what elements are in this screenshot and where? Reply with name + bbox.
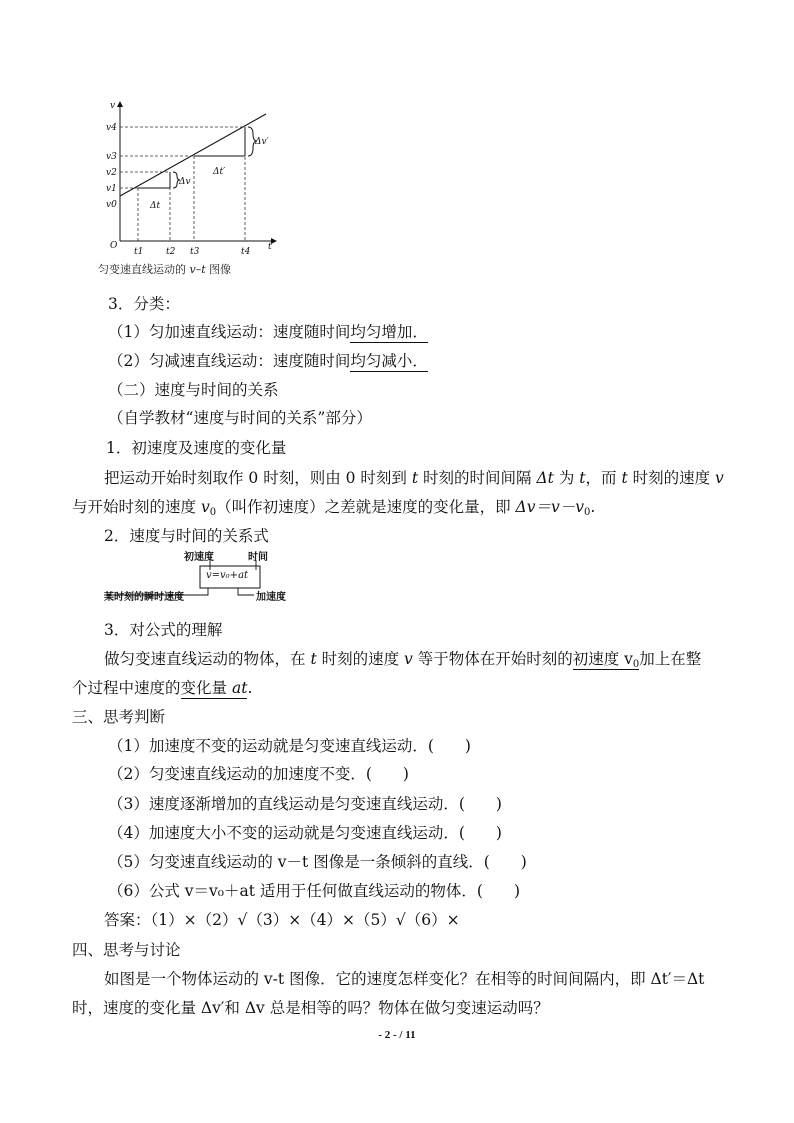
formula-diagram <box>104 548 294 606</box>
origin-label: O <box>110 241 118 251</box>
section2-p3: 做匀变速直线运动的物体，在 t 时刻的速度 v 等于物体在开始时刻的初速度 $v_0$加上在整 <box>104 650 702 670</box>
judgement-item-6: （6）公式 v＝v₀＋at 适用于任何做直线运动的物体．( ) <box>108 882 521 900</box>
judgement-item-1: （1）加速度不变的运动就是匀变速直线运动．( ) <box>108 737 471 755</box>
v1-label: v1 <box>106 184 117 194</box>
classification-item-1: （1）匀加速直线运动：速度随时间均匀增加． <box>108 323 428 341</box>
formula-acceleration-label: 加速度 <box>256 592 286 603</box>
v4-label: v4 <box>106 123 117 133</box>
vt-graph-figure <box>98 96 288 281</box>
section2-p2: 与开始时刻的速度 $v_0$（叫作初速度）之差就是速度的变化量，即 $\Delta v=v-v_0$. <box>72 498 596 518</box>
delta-v-prime-label: Δv′ <box>255 137 269 147</box>
formula-initial-velocity-label: 初速度 <box>184 552 214 563</box>
section4-p2: 时，速度的变化量 Δv′和 Δv 总是相等的吗？物体在做匀变速运动吗？ <box>72 999 549 1017</box>
delta-t-prime-label: Δt′ <box>213 167 226 177</box>
judgement-item-5: （5）匀变速直线运动的 v－t 图像是一条倾斜的直线．( ) <box>108 853 527 871</box>
vt-line <box>120 114 266 196</box>
section4-p1: 如图是一个物体运动的 v-t 图像．它的速度怎样变化？在相等的时间间隔内，即 Δt′＝Δt <box>104 970 705 988</box>
formula-time-label: 时间 <box>248 552 268 563</box>
judgement-answer: 答案：（1）×（2）√（3）×（4）×（5）√（6）× <box>104 911 460 929</box>
section2-p4: 个过程中速度的变化量 at. <box>72 679 253 697</box>
vt-graph-svg <box>98 96 288 261</box>
classification-item-2: （2）匀减速直线运动：速度随时间均匀减小． <box>108 352 428 370</box>
t1-label: t1 <box>134 247 144 257</box>
section2-p1: 把运动开始时刻取作 0 时刻，则由 0 时刻到 t 时刻的时间间隔 Δt 为 t，而 t 时刻的速度 v <box>104 469 724 487</box>
delta-v-label: Δv <box>179 177 191 187</box>
section2-sub2: 2．速度与时间的关系式 <box>104 527 269 545</box>
judgement-item-4: （4）加速度大小不变的运动就是匀变速直线运动．( ) <box>108 824 502 842</box>
t4-label: t4 <box>241 247 251 257</box>
formula-expression: v=v₀+at <box>206 570 249 581</box>
v3-label: v3 <box>106 152 117 162</box>
classification-heading: 3．分类： <box>108 295 180 313</box>
section2-note: （自学教材“速度与时间的关系”部分） <box>108 409 372 427</box>
section2-sub3: 3．对公式的理解 <box>104 621 223 639</box>
section2-heading: （二）速度与时间的关系 <box>108 381 279 399</box>
page-number: - 2 - / 11 <box>378 1029 416 1041</box>
v2-label: v2 <box>106 168 117 178</box>
section2-sub1: 1．初速度及速度的变化量 <box>106 439 287 457</box>
v0-label: v0 <box>106 200 117 210</box>
formula-instant-velocity-label: 某时刻的瞬时速度 <box>104 592 184 603</box>
delta-t-label: Δt <box>150 201 161 211</box>
t-axis-label: t <box>268 242 272 252</box>
t2-label: t2 <box>166 247 176 257</box>
t3-label: t3 <box>190 247 200 257</box>
section4-heading: 四、思考与讨论 <box>72 941 181 959</box>
judgement-item-2: （2）匀变速直线运动的加速度不变．( ) <box>108 765 409 783</box>
v-axis-label: v <box>110 101 116 111</box>
judgement-item-3: （3）速度逐渐增加的直线运动是匀变速直线运动．( ) <box>108 795 502 813</box>
section3-heading: 三、思考判断 <box>72 708 166 726</box>
vt-graph-caption: 匀变速直线运动的 v–t 图像 <box>98 263 232 276</box>
